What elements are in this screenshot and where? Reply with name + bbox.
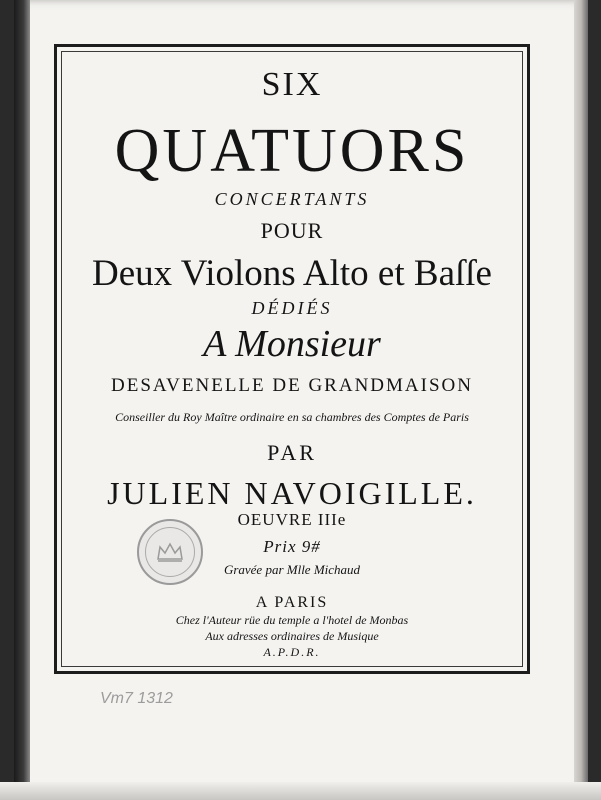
title-six: SIX: [261, 66, 323, 103]
dedicatee-name: DESAVENELLE DE GRANDMAISON: [111, 375, 473, 396]
shelfmark: Vm7 1312: [100, 690, 173, 707]
crown-icon: [155, 541, 185, 563]
by-label: PAR: [267, 440, 317, 465]
composer-name: JULIEN NAVOIGILLE.: [107, 475, 477, 511]
publication-city: A PARIS: [255, 594, 329, 611]
dedication-label: DÉDIÉS: [251, 298, 333, 318]
crown-seal-icon: [145, 527, 195, 577]
library-stamp-icon: [137, 519, 203, 585]
distribution-note: Aux adresses ordinaires de Musique: [205, 629, 379, 643]
subtitle-concertants: CONCERTANTS: [214, 189, 370, 209]
opus-number: OEUVRE IIIe: [237, 510, 347, 529]
dedicatee-title: Conseiller du Roy Maître ordinaire en sa chambres des Comptes de Paris: [115, 410, 469, 424]
price: Prix 9#: [263, 537, 321, 556]
subtitle-pour: POUR: [260, 218, 324, 243]
privilege-mark: A.P.D.R.: [263, 645, 321, 659]
page-edge: [574, 0, 588, 800]
title-quatuors: QUATUORS: [114, 117, 470, 185]
engraver: Gravée par Mlle Michaud: [223, 562, 361, 577]
dedication-monsieur: A Monsieur: [203, 323, 381, 365]
instrumentation: Deux Violons Alto et Baſſe: [92, 253, 492, 294]
scan-bottom-edge: [0, 782, 601, 800]
book-spine: [14, 0, 30, 800]
publisher-address: Chez l'Auteur rüe du temple a l'hotel de Monbas: [175, 613, 409, 627]
